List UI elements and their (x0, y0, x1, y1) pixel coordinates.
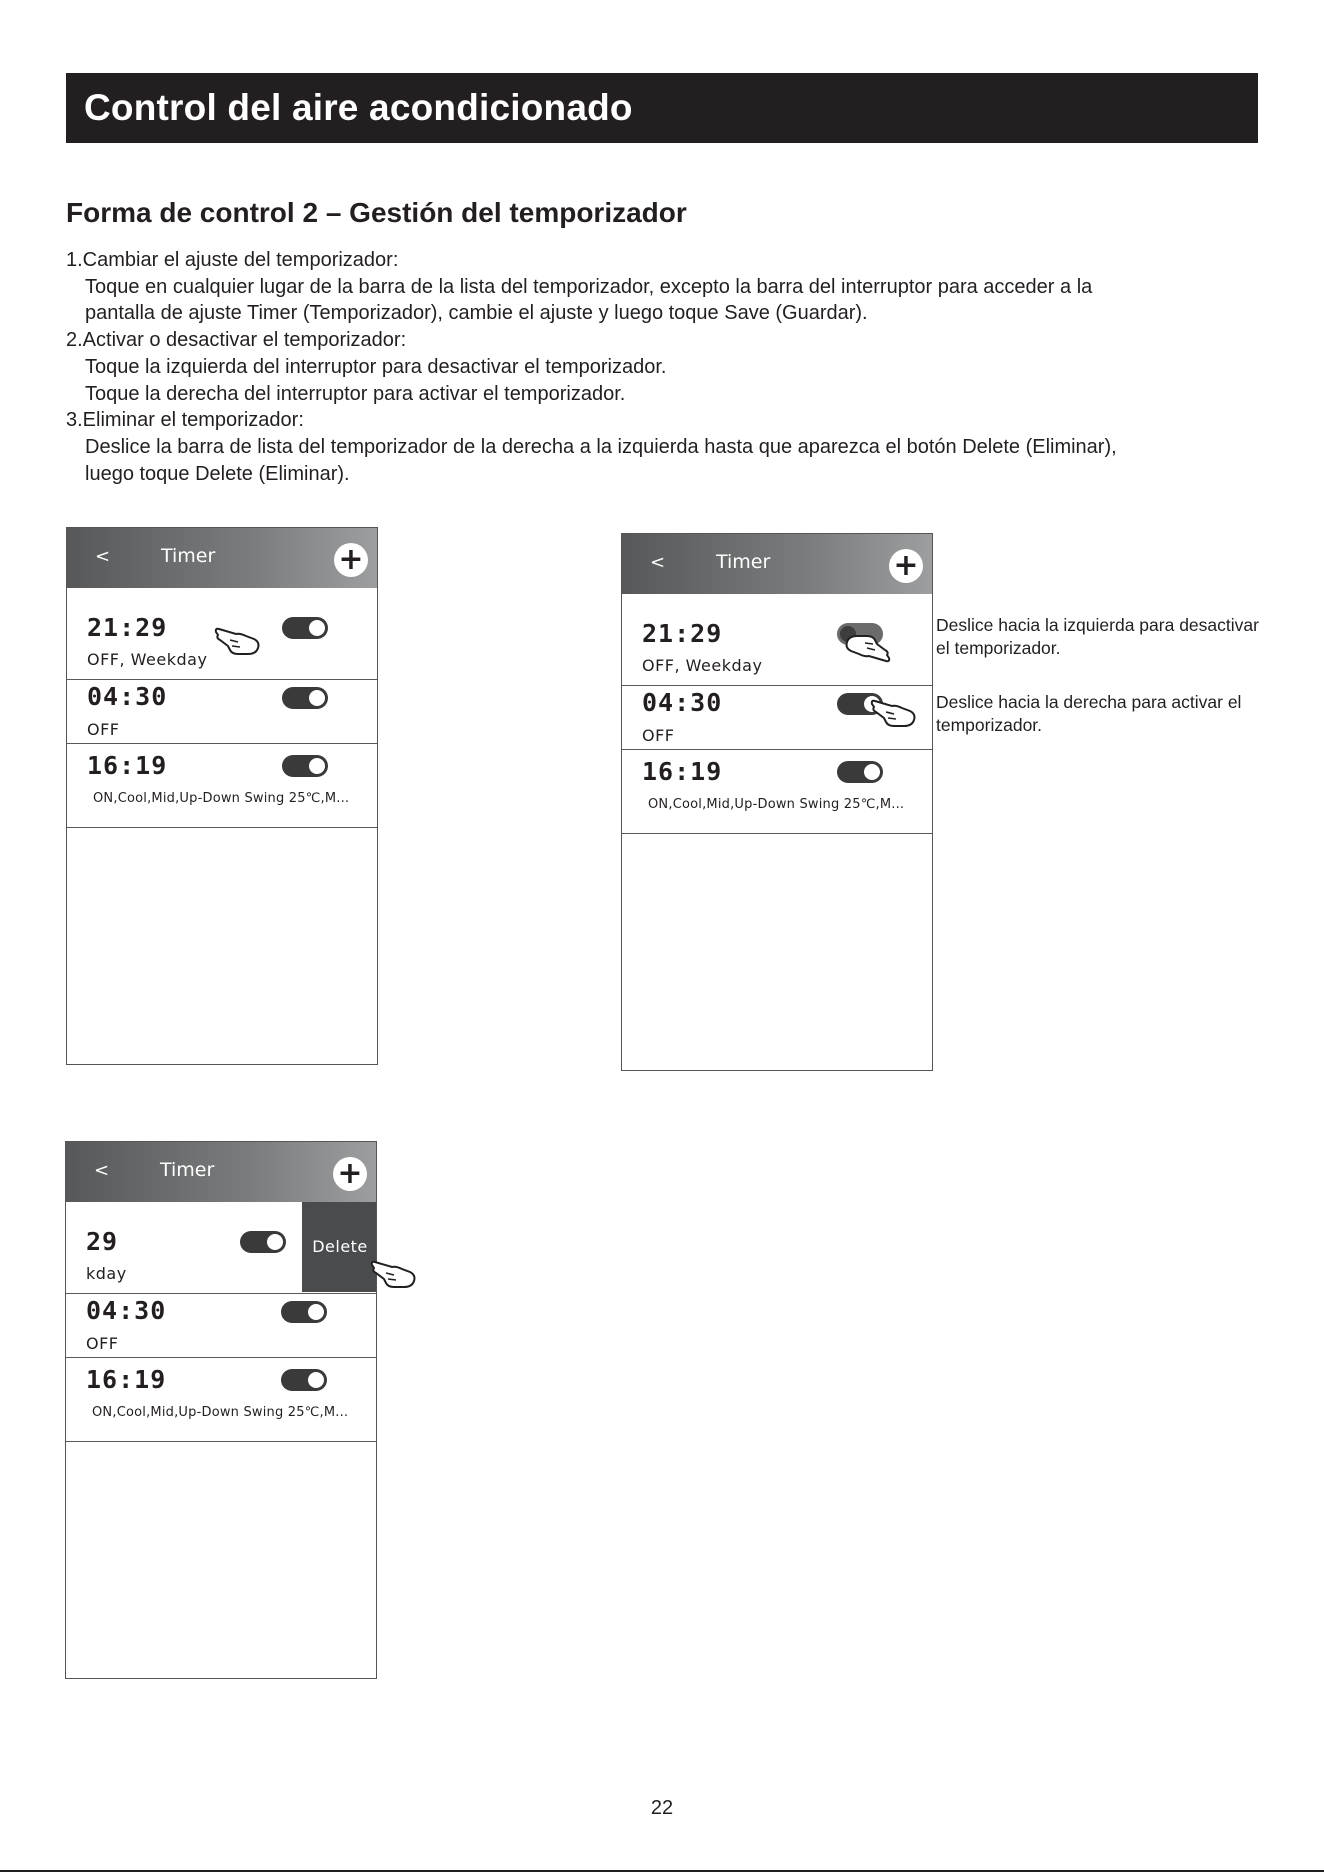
timer-detail: OFF (86, 1334, 119, 1353)
add-timer-button[interactable]: + (333, 1157, 367, 1191)
step-3-text-line-1: Deslice la barra de lista del temporizador de la derecha a la izquierda hasta que aparezca el botón Delete (Eliminar), (85, 435, 1117, 458)
page-number: 22 (650, 1797, 674, 1819)
timer-row[interactable] (67, 744, 377, 828)
timer-row[interactable] (67, 680, 377, 744)
timer-time: 21:29 (642, 619, 723, 648)
step-3-heading: 3.Eliminar el temporizador: (66, 409, 304, 432)
timer-detail: OFF, Weekday (642, 656, 763, 675)
timer-row[interactable] (66, 1202, 376, 1294)
timer-row[interactable] (622, 750, 932, 834)
timer-toggle[interactable] (282, 617, 328, 639)
step-1-heading: 1.Cambiar el ajuste del temporizador: (66, 249, 399, 271)
timer-toggle[interactable] (281, 1369, 327, 1391)
section-title: Forma de control 2 – Gestión del temporizador (66, 197, 687, 228)
timer-header (622, 534, 932, 594)
step-1-text-line-1: Toque en cualquier lugar de la barra de la lista del temporizador, excepto la barra del interruptor para acceder a la (85, 275, 1093, 298)
step-3-text-line-2: luego toque Delete (Eliminar). (85, 462, 350, 485)
timer-time: 04:30 (642, 688, 723, 717)
timer-detail: ON,Cool,Mid,Up-Down Swing 25℃,M... (648, 797, 905, 812)
delete-button[interactable]: Delete (302, 1202, 377, 1292)
step-2-heading: 2.Activar o desactivar el temporizador: (66, 329, 407, 352)
timer-detail: ON,Cool,Mid,Up-Down Swing 25℃,M... (93, 791, 350, 806)
timer-detail: kday (86, 1264, 127, 1283)
timer-detail: OFF (642, 726, 675, 745)
timer-time: 16:19 (86, 1365, 167, 1394)
timer-screen-toggle (621, 533, 933, 1071)
timer-title: Timer (716, 551, 771, 573)
timer-detail: OFF, Weekday (87, 650, 208, 669)
timer-toggle[interactable] (240, 1231, 286, 1253)
add-timer-button[interactable]: + (889, 549, 923, 583)
pointing-hand-icon (843, 630, 891, 664)
pointing-hand-icon (870, 698, 918, 732)
back-button[interactable]: < (650, 552, 666, 573)
timer-time: 16:19 (642, 757, 723, 786)
timer-detail: ON,Cool,Mid,Up-Down Swing 25℃,M... (92, 1405, 349, 1420)
step-2-text-line-2: Toque la derecha del interruptor para activar el temporizador. (85, 382, 626, 405)
note-deactivate: Deslice hacia la izquierda para desactivar el temporizador. (936, 615, 1259, 658)
header-bar (66, 73, 1258, 143)
timer-toggle[interactable] (282, 755, 328, 777)
pointing-hand-icon (370, 1259, 418, 1293)
timer-detail: OFF (87, 720, 120, 739)
timer-time: 04:30 (87, 682, 168, 711)
timer-time: 21:29 (87, 613, 168, 642)
back-button[interactable]: < (95, 546, 111, 567)
step-1-text-line-2: pantalla de ajuste Timer (Temporizador), cambie el ajuste y luego toque Save (Guardar). (85, 302, 868, 325)
back-button[interactable]: < (94, 1160, 110, 1181)
timer-time: 16:19 (87, 751, 168, 780)
timer-title: Timer (160, 1159, 215, 1181)
timer-toggle[interactable] (837, 761, 883, 783)
timer-row[interactable] (66, 1358, 376, 1442)
timer-toggle[interactable] (281, 1301, 327, 1323)
timer-header (67, 528, 377, 588)
timer-header (66, 1142, 376, 1202)
note-activate: Deslice hacia la derecha para activar el temporizador. (936, 692, 1242, 735)
timer-title: Timer (161, 545, 216, 567)
timer-time: 04:30 (86, 1296, 167, 1325)
add-timer-button[interactable]: + (334, 543, 368, 577)
page-title: Control del aire acondicionado (84, 87, 633, 128)
step-2-text-line-1: Toque la izquierda del interruptor para desactivar el temporizador. (85, 355, 667, 378)
timer-toggle[interactable] (282, 687, 328, 709)
instructions (66, 247, 1266, 487)
timer-row[interactable] (66, 1294, 376, 1358)
timer-time: 29 (86, 1227, 119, 1256)
pointing-hand-icon (214, 626, 262, 660)
timer-screen-delete (65, 1141, 377, 1679)
timer-screen-edit (66, 527, 378, 1065)
